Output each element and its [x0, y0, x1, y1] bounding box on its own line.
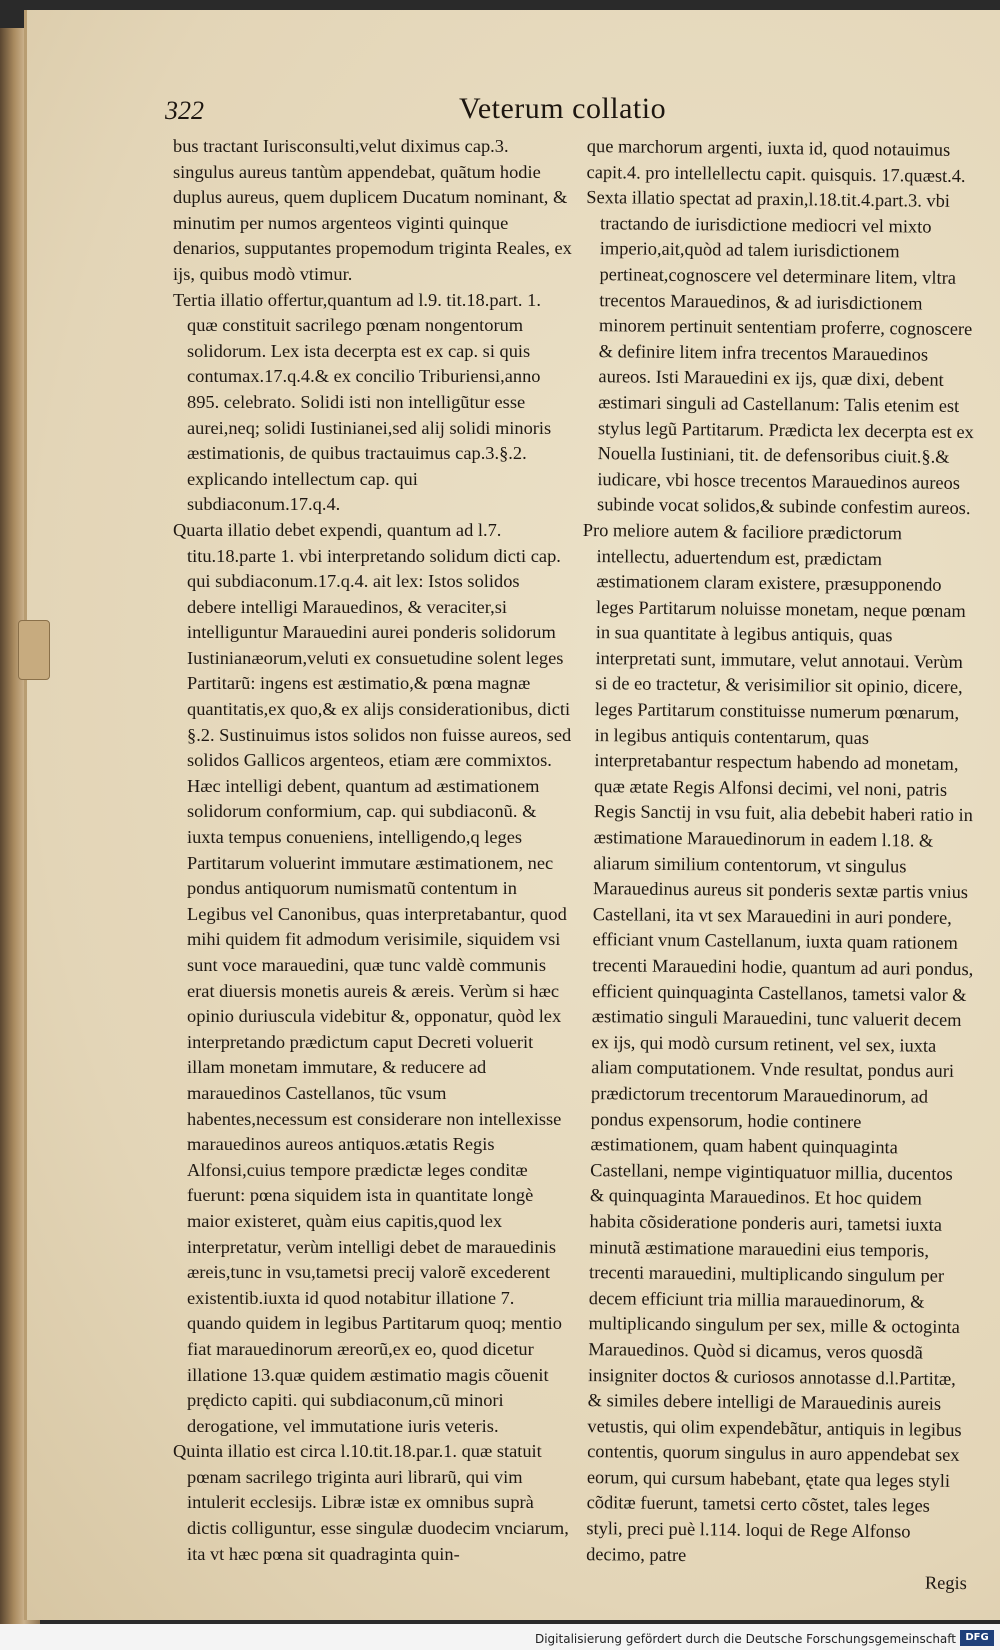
- running-title: Veterum collatio: [459, 92, 667, 125]
- left-paragraph-3: Quarta illatio debet expendi, quantum ad l.7. titu.18.parte 1. vbi interpretando solidum dicti cap. qui subdiaconum.17.q.4. ait lex: Istos solidos debere intelligi Marauedinos, & veraciter,si intelliguntur Marauedini aurei ponderis solidorum Iustinianæorum,veluti ex consuetudine solent leges Partitarũ: ingens est æstimatio,& pœna magnæ quantitatis,ex quo,& ex alijs considerationibus, dicti §.2. Sustinuimus istos solidos non fuisse aureos, sed solidos Gallicos argenteos, etiam ære commixtos. Hæc intelligi debent, quantum ad æstimationem solidorum conformium, cap. qui subdiaconũ. & iuxta tempus conueniens, intelligendo,q leges Partitarum voluerint immutare æstimationem, nec pondus antiquorum numismatũ contentum in Legibus vel Canonibus, quas interpretabantur, quod mihi quidem fit admodum verisimile, siquidem vsi sunt voce marauedini, quæ tunc valdè communis erat diuersis monetis aureis & æreis. Verùm si hæc opinio duriuscula videbitur &, opponatur, quòd lex interpretando prædictum caput Decreti voluerit illam monetam immutare, & reducere ad marauedinos Castellanos, tũc vsum habentes,necessum est considerare non intellexisse marauedinos aureos antiquos.ætatis Regis Alfonsi,cuius tempore prædictæ leges conditæ fuerunt: pœna siquidem ista in quantitate longè maior existeret, quàm eius capitis,quod lex interpretatur, verùm intelligi debet de marauedinis æreis,tunc in vsu,tametsi precij valorẽ excederent existentib.iuxta id quod notabitur illatione 7. quando quidem in legibus Partitarum quoq; mentio fiat marauedinorum æreorũ,ex eo, quod dicetur illatione 13.quæ quidem æstimatio magis cõuenit prędicto capiti. qui subdiaconum,cũ minori derogatione, vel immutatione iuris veteris.: [173, 519, 572, 1436]
- left-paragraph-1: bus tractant Iurisconsulti,velut diximus cap.3. singulus aureus tantùm appendebat, quãtum hodie duplus aureus, quem duplicem Ducatum nominant, & minutim per numos argenteos viginti quinque denarios, supputantes propemodum triginta Reales, ex ijs, quibus modò vtimur.: [173, 136, 572, 284]
- right-text-column: [572, 134, 982, 1597]
- digitization-note: Digitalisierung gefördert durch die Deutsche Forschungsgemeinschaft: [534, 1632, 956, 1646]
- footer-bar: [0, 1624, 1000, 1650]
- page-marker-tab: [18, 620, 50, 680]
- right-paragraph-2: Sexta illatio spectat ad praxin,l.18.tit.4.part.3. vbi tractando de iurisdictione mediocri vel mixto imperio,ait,quòd ad talem iurisdictionem pertineat,cognoscere vel determinare litem, vltra trecentos Marauedinos, & ad iurisdictionem minorem pertinuit sententiam proferre, cognoscere & definire litem infra trecentos Marauedinos aureos. Isti Marauedini ex ijs, quæ dixi, debent æstimari singuli ad Castellanum: Talis etenim est stylus legũ Partitarum. Prædicta lex decerpta est ex Nouella Iustiniani, tit. de defensoribus ciuit.§.& iudicare, vbi hosce trecentos Marauedinos aureos subinde vocat solidos,& subinde confestim aureos.: [586, 187, 974, 519]
- page-number: 322: [165, 96, 204, 125]
- catchword: Regis: [924, 1572, 967, 1594]
- right-paragraph-1: que marchorum argenti, iuxta id, quod notauimus capit.4. pro intellellectu capit. quisquis. 17.quæst.4.: [586, 135, 966, 186]
- running-head: [27, 92, 1000, 132]
- book-page: [24, 10, 1000, 1620]
- left-text-column: [173, 134, 573, 1567]
- right-paragraph-3: Pro meliore autem & faciliore prædictorum intellectu, aduertendum est, prædictam æstimationem claram existere, præsupponendo leges Partitarum noluisse monetam, neque pœnam in sua quantitate à legibus antiquis, quas interpretati sunt, immutare, velut annotaui. Verùm si de eo tractetur, & verisimilior sit opinio, dicere, leges Partitarum constituisse numerum pœnarum, in legibus antiquis contentarum, quas interpretabantur respectum habendo ad monetam, quæ ætate Regis Alfonsi decimi, vel noni, patris Regis Sanctij in vsu fuit, alia debebit haberi ratio in æstimatione Marauedinorum in eadem l.18. & aliarum similium contentorum, vt singulus Marauedinus aureus sit ponderis sextæ partis vnius Castellani, ita vt sex Marauedini in auri pondere, efficiant vnum Castellanum, iuxta quam rationem trecenti Marauedini hodie, quantum ad auri pondus, efficient quinquaginta Castellanos, tametsi valor & æstimatio singuli Marauedini, tunc valuerit decem ex ijs, qui modò cursum retinent, vel sex, iuxta aliam computationem. Vnde resultat, pondus auri prædictorum trecentorum Marauedinorum, ad pondus expensorum, hodie continere æstimationem, quam habent quinquaginta Castellani, nempe vigintiquatuor millia, ducentos & quinquaginta Marauedinos. Et hoc quidem habita cõsideratione ponderis auri, tametsi iuxta minutã æstimatione marauedini eius temporis, trecenti marauedini, multiplicando singulum per decem efficiunt tria millia marauedinorum, & multiplicando singulum per sex, mille & octoginta Marauedinos. Quòd si dicamus, veros quosdã insigniter doctos & curiosos annotasse d.l.Partitæ, & similes debere intelligi de Marauedinis aureis vetustis, qui olim expendebãtur, antiquis in legibus contentis, quorum singulus in auro appendebat sex eorum, qui cursum habebant, ętate qua leges styli cõditæ fuerunt, tametsi certo cõstet, tales leges styli, preci puè l.114. loqui de Rege Alfonso decimo, patre: [582, 519, 974, 1565]
- dfg-logo: DFG: [960, 1630, 994, 1646]
- left-paragraph-2: Tertia illatio offertur,quantum ad l.9. tit.18.part. 1. quæ constituit sacrilego pœnam nongentorum solidorum. Lex ista decerpta est ex cap. si quis contumax.17.q.4.& ex concilio Triburiensi,anno 895. celebrato. Solidi isti non intelligũtur esse aurei,neq; solidi Iustinianei,sed alij solidi minoris æstimationis, de quibus tractauimus cap.3.§.2. explicando intellectum cap. qui subdiaconum.17.q.4.: [173, 289, 552, 515]
- left-paragraph-4: Quinta illatio est circa l.10.tit.18.par.1. quæ statuit pœnam sacrilego triginta auri librarũ, qui vim intulerit ecclesijs. Libræ istæ ex omnibus suprà dictis colliguntur, esse singulæ duodecim vnciarum, ita vt hæc pœna sit quadraginta quin-: [173, 1441, 569, 1564]
